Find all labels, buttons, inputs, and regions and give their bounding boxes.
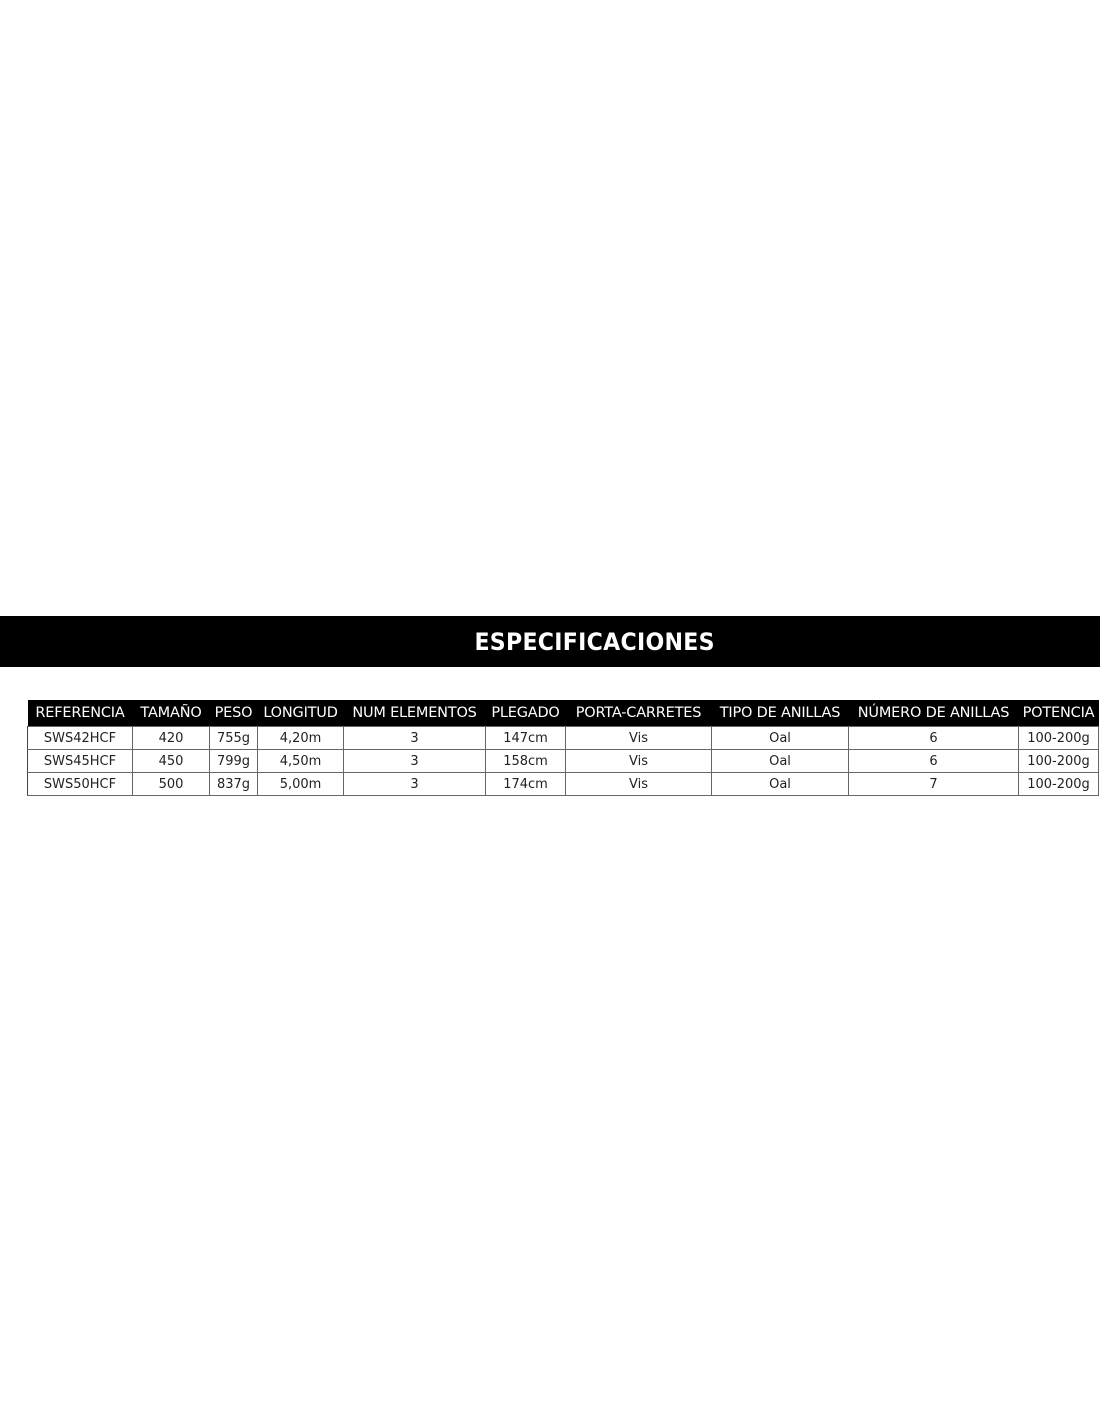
header-longitud: LONGITUD [258,700,344,727]
cell-porta-carretes: Vis [566,727,712,750]
specs-banner [0,616,1100,667]
cell-peso: 755g [210,727,258,750]
header-tamano: TAMAÑO [133,700,210,727]
specs-table [27,700,1099,796]
cell-tipo-de-anillas: Oal [712,750,849,773]
cell-numero-de-anillas: 6 [849,727,1019,750]
cell-plegado: 174cm [486,773,566,796]
cell-numero-de-anillas: 6 [849,750,1019,773]
cell-tamano: 420 [133,727,210,750]
header-num-elementos: NUM ELEMENTOS [344,700,486,727]
cell-peso: 837g [210,773,258,796]
cell-plegado: 147cm [486,727,566,750]
cell-num-elementos: 3 [344,727,486,750]
table-row [28,750,1099,773]
cell-tipo-de-anillas: Oal [712,727,849,750]
section-title: ESPECIFICACIONES [474,627,716,656]
header-tipo-de-anillas: TIPO DE ANILLAS [712,700,849,727]
header-plegado: PLEGADO [486,700,566,727]
header-porta-carretes: PORTA-CARRETES [566,700,712,727]
cell-num-elementos: 3 [344,750,486,773]
cell-longitud: 4,20m [258,727,344,750]
header-numero-de-anillas: NÚMERO DE ANILLAS [849,700,1019,727]
cell-num-elementos: 3 [344,773,486,796]
cell-potencia: 100-200g [1019,727,1099,750]
cell-referencia: SWS42HCF [28,727,133,750]
cell-potencia: 100-200g [1019,750,1099,773]
header-referencia: REFERENCIA [28,700,133,727]
table-row [28,773,1099,796]
cell-numero-de-anillas: 7 [849,773,1019,796]
header-peso: PESO [210,700,258,727]
cell-plegado: 158cm [486,750,566,773]
cell-peso: 799g [210,750,258,773]
cell-tamano: 450 [133,750,210,773]
cell-referencia: SWS50HCF [28,773,133,796]
cell-referencia: SWS45HCF [28,750,133,773]
cell-longitud: 5,00m [258,773,344,796]
cell-potencia: 100-200g [1019,773,1099,796]
table-row [28,727,1099,750]
cell-tipo-de-anillas: Oal [712,773,849,796]
table-header-row [28,700,1099,727]
header-potencia: POTENCIA [1019,700,1099,727]
cell-tamano: 500 [133,773,210,796]
cell-longitud: 4,50m [258,750,344,773]
cell-porta-carretes: Vis [566,773,712,796]
cell-porta-carretes: Vis [566,750,712,773]
